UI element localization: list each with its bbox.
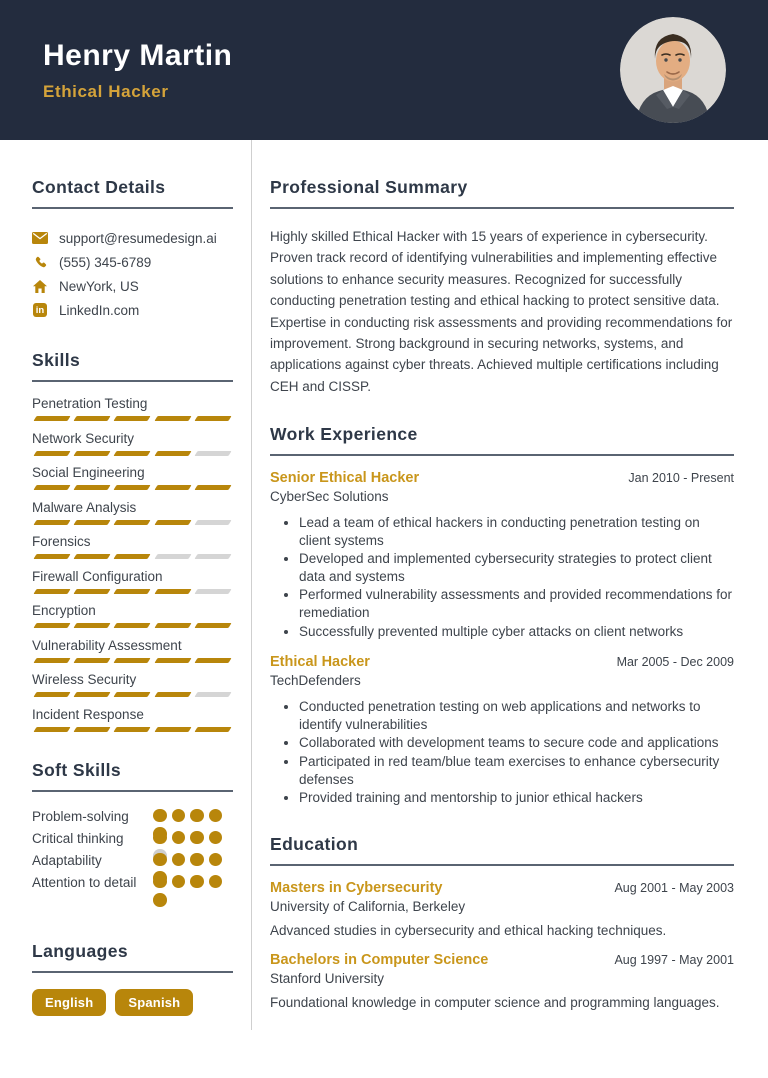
contact-item-email[interactable] bbox=[32, 226, 233, 250]
soft-skill-label: Problem-solving bbox=[32, 808, 129, 824]
skill-item bbox=[32, 396, 233, 421]
skill-label: Incident Response bbox=[32, 706, 144, 722]
skill-label: Malware Analysis bbox=[32, 499, 137, 515]
soft-skill-item bbox=[32, 807, 233, 829]
main-column bbox=[252, 140, 768, 1030]
skill-level-bar bbox=[32, 451, 233, 456]
job-bullet: • Successfully prevented multiple cyber attacks on client networks bbox=[299, 623, 734, 641]
skill-item bbox=[32, 603, 233, 628]
skill-label: Penetration Testing bbox=[32, 396, 148, 411]
skill-item bbox=[32, 500, 233, 525]
job-bullet: • Developed and implemented cybersecurity strategies to protect client data and systems bbox=[299, 550, 734, 586]
contact-location-text: NewYork, US bbox=[59, 278, 139, 294]
skill-item bbox=[32, 431, 233, 456]
job-company: CyberSec Solutions bbox=[270, 489, 389, 505]
skill-label: Firewall Configuration bbox=[32, 568, 163, 584]
content-columns bbox=[0, 140, 768, 1030]
job-bullet: • Conducted penetration testing on web applications and networks to identify vulnerabilities bbox=[299, 698, 734, 734]
section-rule bbox=[32, 380, 233, 382]
soft-skill-label: Adaptability bbox=[32, 852, 102, 868]
skill-item bbox=[32, 465, 233, 490]
soft-skill-item bbox=[32, 851, 233, 873]
job-entry bbox=[270, 470, 734, 640]
skill-label: Network Security bbox=[32, 430, 135, 446]
phone-icon bbox=[32, 256, 48, 269]
job-bullet: • Lead a team of ethical hackers in conducting penetration testing on client systems bbox=[299, 514, 734, 550]
soft-skill-dots bbox=[153, 875, 227, 907]
contact-item-location bbox=[32, 274, 233, 298]
skill-level-bar bbox=[32, 692, 233, 697]
section-rule bbox=[270, 454, 734, 456]
skills-section bbox=[32, 350, 233, 732]
home-icon bbox=[32, 280, 48, 293]
job-dates: Mar 2005 - Dec 2009 bbox=[616, 655, 734, 670]
contact-item-phone[interactable] bbox=[32, 250, 233, 274]
skill-item bbox=[32, 534, 233, 559]
education-description: Advanced studies in cybersecurity and ethical hacking techniques. bbox=[270, 922, 667, 938]
experience-section bbox=[270, 424, 734, 806]
skill-item bbox=[32, 672, 233, 697]
skill-level-bar bbox=[32, 589, 233, 594]
languages-section-title: Languages bbox=[32, 940, 128, 961]
section-rule bbox=[270, 207, 734, 209]
skill-level-bar bbox=[32, 623, 233, 628]
email-icon bbox=[32, 232, 48, 244]
skill-level-bar bbox=[32, 658, 233, 663]
job-role: Senior Ethical Hacker bbox=[270, 470, 420, 487]
languages-section bbox=[32, 941, 233, 1016]
summary-section bbox=[270, 177, 734, 397]
soft-skill-label: Critical thinking bbox=[32, 830, 124, 846]
job-role: Ethical Hacker bbox=[270, 654, 370, 671]
contact-linkedin-text: LinkedIn.com bbox=[59, 302, 140, 318]
education-school: Stanford University bbox=[270, 970, 385, 986]
section-rule bbox=[32, 207, 233, 209]
job-bullet: • Collaborated with development teams to secure code and applications bbox=[299, 734, 734, 752]
skill-level-bar bbox=[32, 520, 233, 525]
education-dates: Aug 1997 - May 2001 bbox=[614, 952, 734, 967]
contact-list bbox=[32, 226, 233, 322]
sidebar bbox=[0, 140, 252, 1030]
skill-item bbox=[32, 707, 233, 732]
section-rule bbox=[32, 971, 233, 973]
skill-label: Forensics bbox=[32, 534, 91, 549]
skill-label: Vulnerability Assessment bbox=[32, 637, 182, 653]
education-header bbox=[270, 952, 734, 968]
job-header bbox=[270, 654, 734, 670]
skill-level-bar bbox=[32, 485, 233, 490]
education-degree: Bachelors in Computer Science bbox=[270, 951, 489, 968]
education-description: Foundational knowledge in computer science and programming languages. bbox=[270, 994, 720, 1010]
contact-email-text: support@resumedesign.ai bbox=[59, 230, 217, 246]
contact-item-linkedin[interactable] bbox=[32, 298, 233, 322]
job-dates: Jan 2010 - Present bbox=[628, 471, 734, 486]
language-badge: English bbox=[32, 989, 106, 1016]
skill-item bbox=[32, 569, 233, 594]
soft-skill-item bbox=[32, 829, 233, 851]
job-bullet: • Provided training and mentorship to junior ethical hackers bbox=[299, 789, 734, 807]
education-section bbox=[270, 834, 734, 1010]
header-text-block bbox=[43, 39, 232, 102]
contact-section-title: Contact Details bbox=[32, 177, 166, 197]
contact-section bbox=[32, 177, 233, 322]
language-badge: Spanish bbox=[115, 989, 193, 1016]
soft-skill-item bbox=[32, 873, 233, 895]
linkedin-icon: in bbox=[32, 303, 48, 317]
soft-skills-section bbox=[32, 760, 233, 913]
job-bullets bbox=[270, 514, 734, 640]
profile-photo bbox=[620, 17, 726, 123]
job-header bbox=[270, 470, 734, 486]
job-entry bbox=[270, 654, 734, 806]
education-entry bbox=[270, 880, 734, 938]
job-bullets bbox=[270, 698, 734, 806]
skills-list bbox=[32, 396, 233, 732]
skill-level-bar bbox=[32, 554, 233, 559]
education-dates: Aug 2001 - May 2003 bbox=[614, 880, 734, 895]
soft-skills-section-title: Soft Skills bbox=[32, 759, 122, 780]
section-rule bbox=[270, 864, 734, 866]
skill-label: Social Engineering bbox=[32, 465, 145, 480]
summary-text: Highly skilled Ethical Hacker with 15 years of experience in cybersecurity. Proven track record of identifying vulnerabilities and implementing effective solutions to enhance security measures. Recognized for successfully conducting penetration testing and ethical hacking to protect sensitive data. Expertise in conducting risk assessments and providing recommendations for improvement. Strong background in securing networks, systems, and applications against cyber threats. Achieved multiple certifications including CEH and CISSP. bbox=[270, 229, 733, 394]
experience-section-title: Work Experience bbox=[270, 424, 418, 445]
job-company: TechDefenders bbox=[270, 673, 361, 689]
languages-list bbox=[32, 989, 233, 1016]
education-degree: Masters in Cybersecurity bbox=[270, 879, 443, 896]
summary-section-title: Professional Summary bbox=[270, 177, 468, 197]
skill-item bbox=[32, 638, 233, 663]
person-job-title: Ethical Hacker bbox=[43, 81, 169, 101]
education-entry bbox=[270, 952, 734, 1010]
contact-phone-text: (555) 345-6789 bbox=[59, 254, 152, 270]
person-name: Henry Martin bbox=[43, 38, 233, 72]
job-bullet: • Participated in red team/blue team exercises to enhance cybersecurity defenses bbox=[299, 753, 734, 789]
skill-label: Encryption bbox=[32, 603, 96, 618]
avatar-illustration bbox=[620, 17, 726, 123]
section-rule bbox=[32, 790, 233, 792]
job-bullet: • Performed vulnerability assessments and provided recommendations for remediation bbox=[299, 586, 734, 622]
education-header bbox=[270, 880, 734, 896]
skill-level-bar bbox=[32, 416, 233, 421]
header-banner bbox=[0, 0, 768, 140]
soft-skills-list bbox=[32, 807, 233, 913]
soft-skill-label: Attention to detail bbox=[32, 874, 137, 890]
skill-level-bar bbox=[32, 727, 233, 732]
education-section-title: Education bbox=[270, 833, 359, 854]
skills-section-title: Skills bbox=[32, 350, 81, 370]
skill-label: Wireless Security bbox=[32, 672, 137, 687]
education-school: University of California, Berkeley bbox=[270, 898, 466, 914]
